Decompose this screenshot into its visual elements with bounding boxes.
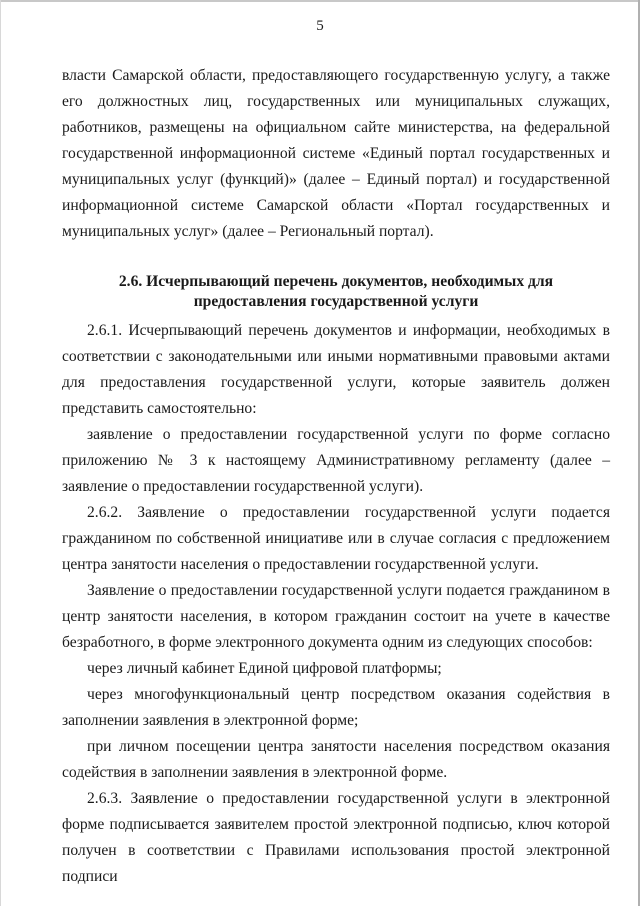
- list-item-mfc: через многофункциональный центр посредством оказания содействия в заполнении заявления в электронной форме;: [62, 686, 610, 729]
- list-item-digital-platform: через личный кабинет Единой цифровой платформы;: [87, 660, 442, 677]
- paragraph-continued: власти Самарской области, предоставляющего государственную услугу, а также его должностных лиц, государственных или муниципальных служащих, работников, размещены на официальном сайте министерства, на федеральной государственной информационной системе «Единый портал государственных и муниципальных услуг (функций)» (далее – Единый портал) и государственной информационной системе Самарской области «Портал государственных и муниципальных услуг» (далее – Региональный портал).: [62, 67, 610, 240]
- paragraph-2-6-1: 2.6.1. Исчерпывающий перечень документов и информации, необходимых в соответствии с законодательными или иными нормативными правовыми актами для предоставления государственной услуги, которые заявитель должен представить самостоятельно:: [62, 322, 610, 417]
- list-item-personal-visit: при личном посещении центра занятости населения посредством оказания содействия в заполнении заявления в электронной форме.: [62, 738, 610, 781]
- paragraph-2-6-2: 2.6.2. Заявление о предоставлении государственной услуги подается гражданином по собственной инициативе или в случае согласия с предложением центра занятости населения о предоставлении государственной услуги.: [62, 504, 610, 573]
- scan-edge-left: [0, 0, 1, 906]
- paragraph-submission-methods: Заявление о предоставлении государственной услуги подается гражданином в центр занятости населения, в котором гражданин состоит на учете в качестве безработного, в форме электронного документа одним из следующих способов:: [62, 582, 610, 651]
- section-heading: 2.6. Исчерпывающий перечень документов, необходимых для предоставления государственной услуги: [118, 273, 554, 310]
- scan-edge-top: [0, 0, 640, 2]
- paragraph-application-form: заявление о предоставлении государственной услуги по форме согласно приложению № 3 к настоящему Административному регламенту (далее – заявление о предоставлении государственной услуги).: [62, 426, 610, 495]
- document-body: [62, 63, 610, 890]
- page-number: 5: [316, 18, 324, 34]
- paragraph-2-6-3: 2.6.3. Заявление о предоставлении государственной услуги в электронной форме подписывается заявителем простой электронной подписью, ключ которой получен в соответствии с Правилами использования простой электронной подписи: [62, 790, 610, 885]
